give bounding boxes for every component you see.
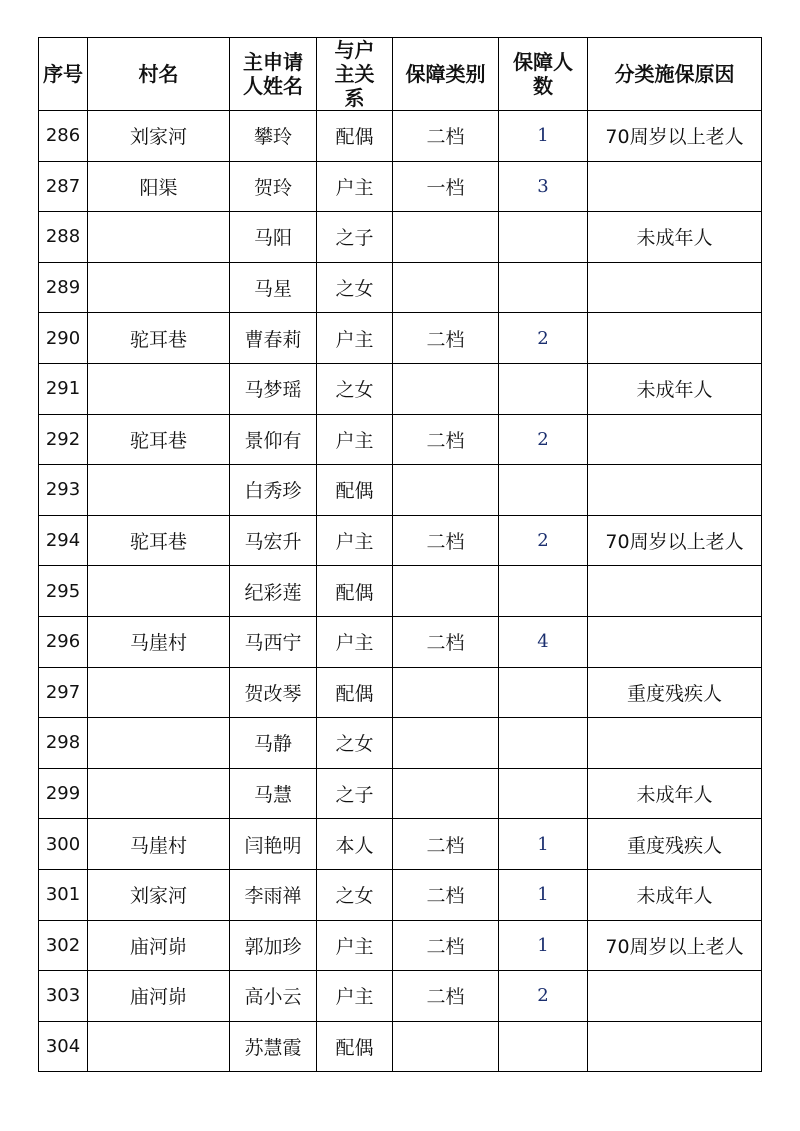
cell-applicant-name: 马慧 xyxy=(230,768,317,819)
cell-seq: 286 xyxy=(39,111,88,162)
cell-village: 驼耳巷 xyxy=(88,313,230,364)
cell-category: 二档 xyxy=(393,313,499,364)
cell-applicant-name: 攀玲 xyxy=(230,111,317,162)
table-row xyxy=(39,1021,762,1072)
table-row xyxy=(39,111,762,162)
table-row xyxy=(39,667,762,718)
cell-category xyxy=(393,768,499,819)
table-row xyxy=(39,768,762,819)
cell-reason: 70周岁以上老人 xyxy=(588,111,762,162)
cell-relation: 配偶 xyxy=(317,566,393,617)
cell-reason: 70周岁以上老人 xyxy=(588,920,762,971)
cell-applicant-name: 闫艳明 xyxy=(230,819,317,870)
cell-reason xyxy=(588,1021,762,1072)
cell-count: 1 xyxy=(499,869,588,920)
cell-count: 2 xyxy=(499,515,588,566)
cell-village: 驼耳巷 xyxy=(88,414,230,465)
cell-count xyxy=(499,262,588,313)
table-row xyxy=(39,363,762,414)
cell-count xyxy=(499,212,588,263)
cell-seq: 291 xyxy=(39,363,88,414)
cell-applicant-name: 贺玲 xyxy=(230,161,317,212)
cell-category: 二档 xyxy=(393,414,499,465)
table-row xyxy=(39,161,762,212)
cell-relation: 之女 xyxy=(317,869,393,920)
cell-count: 3 xyxy=(499,161,588,212)
cell-seq: 304 xyxy=(39,1021,88,1072)
cell-relation: 之子 xyxy=(317,212,393,263)
cell-applicant-name: 马星 xyxy=(230,262,317,313)
cell-village: 马崖村 xyxy=(88,616,230,667)
cell-count xyxy=(499,1021,588,1072)
table-row xyxy=(39,616,762,667)
cell-village: 庙河峁 xyxy=(88,920,230,971)
cell-village xyxy=(88,1021,230,1072)
cell-reason xyxy=(588,616,762,667)
cell-count xyxy=(499,566,588,617)
header-count: 保障人数 xyxy=(499,38,588,111)
cell-category xyxy=(393,1021,499,1072)
header-reason: 分类施保原因 xyxy=(588,38,762,111)
cell-reason xyxy=(588,566,762,617)
cell-village xyxy=(88,363,230,414)
cell-count: 4 xyxy=(499,616,588,667)
cell-category xyxy=(393,718,499,769)
cell-reason: 重度残疾人 xyxy=(588,819,762,870)
cell-relation: 户主 xyxy=(317,515,393,566)
header-row xyxy=(39,38,762,111)
cell-seq: 302 xyxy=(39,920,88,971)
table-row xyxy=(39,212,762,263)
cell-applicant-name: 苏慧霞 xyxy=(230,1021,317,1072)
cell-seq: 296 xyxy=(39,616,88,667)
header-applicant: 主申请人姓名 xyxy=(230,38,317,111)
cell-seq: 301 xyxy=(39,869,88,920)
cell-count xyxy=(499,465,588,516)
cell-relation: 户主 xyxy=(317,920,393,971)
cell-count xyxy=(499,667,588,718)
cell-count: 2 xyxy=(499,971,588,1022)
table-row xyxy=(39,971,762,1022)
cell-category: 二档 xyxy=(393,819,499,870)
cell-seq: 292 xyxy=(39,414,88,465)
cell-relation: 之女 xyxy=(317,363,393,414)
cell-category: 一档 xyxy=(393,161,499,212)
cell-reason xyxy=(588,465,762,516)
cell-count xyxy=(499,768,588,819)
cell-village xyxy=(88,262,230,313)
cell-village: 驼耳巷 xyxy=(88,515,230,566)
table-row xyxy=(39,465,762,516)
cell-seq: 303 xyxy=(39,971,88,1022)
cell-village: 马崖村 xyxy=(88,819,230,870)
cell-relation: 户主 xyxy=(317,616,393,667)
cell-category xyxy=(393,667,499,718)
cell-relation: 之子 xyxy=(317,768,393,819)
cell-applicant-name: 马西宁 xyxy=(230,616,317,667)
cell-reason: 重度残疾人 xyxy=(588,667,762,718)
cell-seq: 290 xyxy=(39,313,88,364)
cell-relation: 户主 xyxy=(317,414,393,465)
cell-applicant-name: 景仰有 xyxy=(230,414,317,465)
cell-category: 二档 xyxy=(393,111,499,162)
cell-village xyxy=(88,667,230,718)
cell-seq: 293 xyxy=(39,465,88,516)
table-row xyxy=(39,313,762,364)
cell-village xyxy=(88,212,230,263)
cell-applicant-name: 李雨禅 xyxy=(230,869,317,920)
cell-relation: 户主 xyxy=(317,161,393,212)
cell-applicant-name: 曹春莉 xyxy=(230,313,317,364)
cell-seq: 288 xyxy=(39,212,88,263)
cell-category: 二档 xyxy=(393,515,499,566)
cell-seq: 299 xyxy=(39,768,88,819)
cell-reason xyxy=(588,161,762,212)
cell-category xyxy=(393,363,499,414)
cell-category xyxy=(393,465,499,516)
header-village: 村名 xyxy=(88,38,230,111)
cell-reason xyxy=(588,313,762,364)
cell-relation: 配偶 xyxy=(317,1021,393,1072)
table-row xyxy=(39,262,762,313)
header-relation: 与户主关系 xyxy=(317,38,393,111)
cell-applicant-name: 马阳 xyxy=(230,212,317,263)
cell-seq: 300 xyxy=(39,819,88,870)
cell-count: 2 xyxy=(499,414,588,465)
cell-village xyxy=(88,566,230,617)
table-row xyxy=(39,566,762,617)
cell-village: 阳渠 xyxy=(88,161,230,212)
cell-relation: 配偶 xyxy=(317,111,393,162)
cell-relation: 之女 xyxy=(317,262,393,313)
cell-reason: 70周岁以上老人 xyxy=(588,515,762,566)
cell-relation: 配偶 xyxy=(317,465,393,516)
cell-relation: 配偶 xyxy=(317,667,393,718)
cell-reason: 未成年人 xyxy=(588,869,762,920)
cell-count: 1 xyxy=(499,920,588,971)
table-body xyxy=(39,111,762,1072)
cell-seq: 295 xyxy=(39,566,88,617)
table-row xyxy=(39,819,762,870)
cell-category: 二档 xyxy=(393,971,499,1022)
cell-village xyxy=(88,768,230,819)
cell-category: 二档 xyxy=(393,920,499,971)
cell-village: 刘家河 xyxy=(88,869,230,920)
cell-applicant-name: 纪彩莲 xyxy=(230,566,317,617)
cell-count: 1 xyxy=(499,819,588,870)
cell-reason xyxy=(588,718,762,769)
assistance-table xyxy=(38,37,762,1072)
cell-relation: 之女 xyxy=(317,718,393,769)
cell-seq: 297 xyxy=(39,667,88,718)
table-row xyxy=(39,414,762,465)
cell-count xyxy=(499,363,588,414)
cell-village xyxy=(88,718,230,769)
table-row xyxy=(39,515,762,566)
cell-relation: 本人 xyxy=(317,819,393,870)
header-seq: 序号 xyxy=(39,38,88,111)
cell-category: 二档 xyxy=(393,616,499,667)
cell-seq: 287 xyxy=(39,161,88,212)
cell-village xyxy=(88,465,230,516)
cell-reason: 未成年人 xyxy=(588,768,762,819)
cell-seq: 294 xyxy=(39,515,88,566)
cell-reason: 未成年人 xyxy=(588,212,762,263)
cell-applicant-name: 高小云 xyxy=(230,971,317,1022)
cell-count xyxy=(499,718,588,769)
cell-reason xyxy=(588,414,762,465)
cell-applicant-name: 马梦瑶 xyxy=(230,363,317,414)
cell-applicant-name: 马静 xyxy=(230,718,317,769)
table-row xyxy=(39,718,762,769)
cell-count: 1 xyxy=(499,111,588,162)
cell-reason xyxy=(588,971,762,1022)
cell-reason: 未成年人 xyxy=(588,363,762,414)
cell-category xyxy=(393,262,499,313)
cell-village: 刘家河 xyxy=(88,111,230,162)
cell-applicant-name: 白秀珍 xyxy=(230,465,317,516)
cell-applicant-name: 贺改琴 xyxy=(230,667,317,718)
table-row xyxy=(39,869,762,920)
cell-seq: 289 xyxy=(39,262,88,313)
cell-village: 庙河峁 xyxy=(88,971,230,1022)
cell-category: 二档 xyxy=(393,869,499,920)
cell-applicant-name: 马宏升 xyxy=(230,515,317,566)
cell-relation: 户主 xyxy=(317,971,393,1022)
cell-relation: 户主 xyxy=(317,313,393,364)
cell-reason xyxy=(588,262,762,313)
cell-count: 2 xyxy=(499,313,588,364)
header-category: 保障类别 xyxy=(393,38,499,111)
cell-applicant-name: 郭加珍 xyxy=(230,920,317,971)
cell-seq: 298 xyxy=(39,718,88,769)
table-row xyxy=(39,920,762,971)
cell-category xyxy=(393,566,499,617)
cell-category xyxy=(393,212,499,263)
